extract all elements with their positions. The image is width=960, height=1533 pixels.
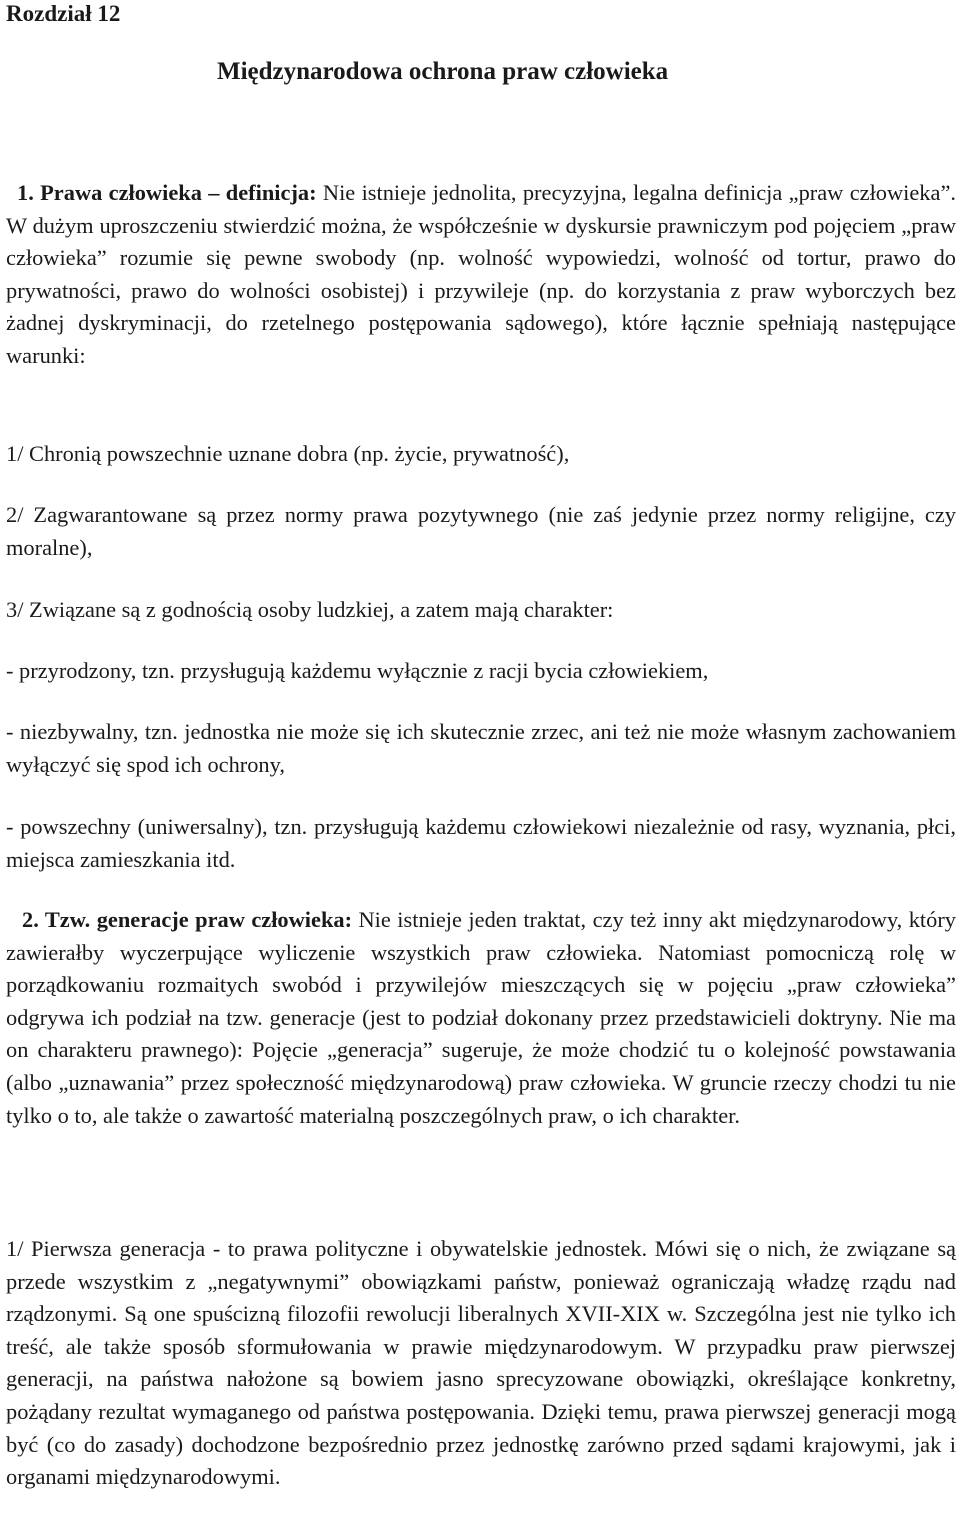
characteristic-inalienable: - niezbywalny, tzn. jednostka nie może się ich skutecznie zrzec, ani też nie może własnym zachowaniem wyłączyć się spod ich ochrony, (6, 719, 956, 777)
section-1-heading: 1. Prawa człowieka – definicja: (17, 180, 317, 205)
section-1-text: Nie istnieje jednolita, precyzyjna, legalna definicja „praw człowieka”. W dużym uproszczeniu stwierdzić można, że współcześnie w dyskursie prawniczym pod pojęciem „praw człowieka” rozumie się pewne swobody (np. wolność wypowiedzi, wolność od tortur, prawo do prywatności, prawo do wolności osobistej) i przywileje (np. do korzystania z praw wyborczych bez żadnej dyskryminacji, do rzetelnego postępowania sądowego), które łącznie spełniają następujące warunki: (6, 180, 956, 368)
section-2-heading: 2. Tzw. generacje praw człowieka: (22, 907, 353, 932)
condition-1: 1/ Chronią powszechnie uznane dobra (np. życie, prywatność), (6, 441, 570, 466)
first-generation-paragraph: 1/ Pierwsza generacja - to prawa polityczne i obywatelskie jednostek. Mówi się o nich, że związane są przede wszystkim z „negatywnymi” obowiązkami państw, ponieważ ograniczają władzę rządu nad rządzonymi. Są one spuścizną filozofii rewolucji liberalnych XVII-XIX w. Szczególna jest nie tylko ich treść, ale także sposób sformułowania w prawie międzynarodowym. W przypadku praw pierwszej generacji, na państwa nałożone są bowiem jasno sprecyzowane obowiązki, określające konkretny, pożądany rezultat wymaganego od państwa postępowania. Dzięki temu, prawa pierwszej generacji mogą być (co do zasady) dochodzone bezpośrednio przez jednostkę zarówno przed sądami krajowymi, jak i organami międzynarodowymi. (6, 1236, 956, 1490)
section-2-paragraph (6, 904, 956, 1132)
chapter-heading: Rozdział 12 (6, 1, 121, 26)
document-title: Międzynarodowa ochrona praw człowieka (217, 58, 669, 85)
section-2-text: Nie istnieje jeden traktat, czy też inny akt międzynarodowy, który zawierałby wyczerpujące wyliczenie wszystkich praw człowieka. Natomiast pomocniczą rolę w porządkowaniu rozmaitych swobód i przywilejów mieszczących się w pojęciu „praw człowieka” odgrywa ich podział na tzw. generacje (jest to podział dokonany przez przedstawicieli doktryny. Nie ma on charakteru prawnego): Pojęcie „generacja” sugeruje, że może chodzić tu o kolejność powstawania (albo „uznawania” przez społeczność międzynarodową) praw człowieka. W gruncie rzeczy chodzi tu nie tylko o to, ale także o zawartość materialną poszczególnych praw, o ich charakter. (6, 907, 956, 1128)
condition-3: 3/ Związane są z godnością osoby ludzkiej, a zatem mają charakter: (6, 597, 614, 622)
condition-2: 2/ Zagwarantowane są przez normy prawa pozytywnego (nie zaś jedynie przez normy religijne, czy moralne), (6, 502, 956, 560)
characteristic-universal: - powszechny (uniwersalny), tzn. przysługują każdemu człowiekowi niezależnie od rasy, wyznania, płci, miejsca zamieszkania itd. (6, 814, 956, 872)
characteristic-innate: - przyrodzony, tzn. przysługują każdemu wyłącznie z racji bycia człowiekiem, (6, 658, 709, 683)
section-1-paragraph (6, 177, 956, 373)
